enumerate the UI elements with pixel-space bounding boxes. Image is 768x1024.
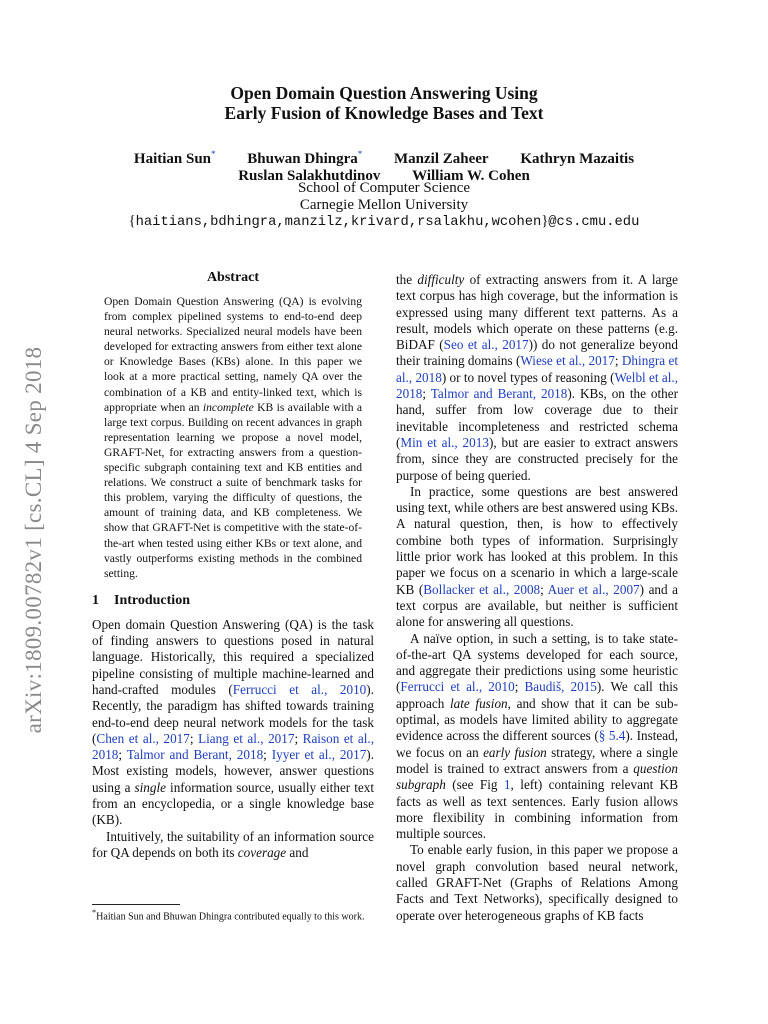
citation-link[interactable]: Welbl et al., 2018 [396, 369, 678, 402]
affiliation-school: School of Computer Science [297, 180, 471, 196]
title-line-2: Early Fusion of Knowledge Bases and Text [224, 103, 544, 123]
intro-paragraph-2: Intuitively, the suitability of an information source for QA depends on both its coverage and [92, 828, 374, 860]
equal-contrib-mark: * [211, 149, 216, 159]
paper-title [100, 83, 668, 123]
citation-link[interactable]: Dhingra et al., 2018 [396, 353, 678, 385]
right-column [396, 272, 678, 924]
email-domain: @cs.cmu.edu [548, 215, 640, 230]
citation-link[interactable]: Bollacker et al., 2008 [423, 581, 541, 597]
brace-close: } [541, 213, 549, 229]
abstract-text: Open Domain Question Answering (QA) is evolving from complex pipelined systems to end-to-end deep neural networks. Specialized neural models have been developed for extracting answers from either text alone or Knowledge Bases (KBs) alone. In this paper we look at a more practical setting, namely QA over the combination of a KB and entity-linked text, which is appropriate when an incomplete KB is available with a large text corpus. Building on recent advances in graph representation learning we propose a novel model, GRAFT-Net, for extracting answers from a question-specific subgraph containing text and KB entities and relations. We construct a suite of benchmark tasks for this problem, varying the difficulty of questions, the amount of training data, and KB completeness. We show that GRAFT-Net is competitive with the state-of-the-art when tested using either KBs or text alone, and vastly outperforms existing methods in the combined setting. [104, 295, 362, 580]
abstract-heading: Abstract [206, 270, 260, 285]
citation-link[interactable]: Wiese et al., 2017 [520, 353, 615, 369]
section-reference-link[interactable]: § 5.4 [598, 728, 626, 744]
citation-link[interactable]: Min et al., 2013 [400, 434, 489, 450]
figure-reference-link[interactable]: 1 [503, 777, 511, 793]
author-name: William W. Cohen [412, 168, 530, 184]
author-emails [60, 213, 708, 230]
citation-link[interactable]: Talmor and Berant, 2018 [126, 747, 264, 763]
body-paragraph-4: To enable early fusion, in this paper we propose a novel graph convolution based neural network, called GRAFT-Net (Graphs of Relations Among Facts and Text Networks), specifically designed to operate over heterogeneous graphs of KB facts [396, 842, 678, 923]
brace-open: { [128, 213, 136, 229]
citation-link[interactable]: Chen et al., 2017 [96, 730, 190, 746]
author-name: Haitian Sun* [133, 149, 216, 167]
author-name: Ruslan Salakhutdinov [238, 168, 381, 184]
citation-link[interactable]: Ferrucci et al., 2010 [232, 681, 367, 697]
author-name: Bhuwan Dhingra* [247, 149, 363, 167]
footnote: *Haitian Sun and Bhuwan Dhingra contributed equally to this work. [92, 908, 365, 923]
email-ids: haitians,bdhingra,manzilz,krivard,rsalakhu,wcohen [135, 215, 542, 230]
title-line-1: Open Domain Question Answering Using [230, 83, 538, 103]
citation-link[interactable]: Talmor and Berant, 2018 [430, 386, 568, 402]
citation-link[interactable]: Seo et al., 2017 [443, 337, 529, 353]
affiliation-university: Carnegie Mellon University [299, 197, 469, 213]
body-paragraph-3: A naïve option, in such a setting, is to take state-of-the-art QA systems developed for each source, and aggregate their predictions using some heuristic (Ferrucci et al., 2010; Baudiš, 2015). We call this approach late fusion, and show that it can be sub-optimal, as models have limited ability to aggregate evidence across the different sources (§ 5.4). Instead, we focus on an early fusion strategy, where a single model is trained to extract answers from a question subgraph (see Fig 1, left) containing relevant KB facts as well as text sentences. Early fusion allows more flexibility in combining information from multiple sources. [396, 630, 679, 842]
footnote-rule [92, 904, 180, 905]
body-paragraph-2: In practice, some questions are best answered using text, while others are best answered using KBs. A natural question, then, is how to effectively combine both types of information. Surprisingly little prior work has looked at this problem. In this paper we focus on a scenario in which a large-scale KB (Bollacker et al., 2008; Auer et al., 2007) and a text corpus are available, but neither is sufficient alone for answering all questions. [396, 483, 679, 630]
author-row-1 [80, 146, 688, 168]
citation-link[interactable]: Iyyer et al., 2017 [271, 747, 367, 763]
arxiv-identifier: arXiv:1809.00782v1 [cs.CL] 4 Sep 2018 [21, 346, 46, 734]
citation-link[interactable]: Auer et al., 2007 [547, 581, 640, 597]
citation-link[interactable]: Raison et al., 2018 [92, 730, 374, 763]
affiliation [80, 180, 688, 214]
citation-link[interactable]: Liang et al., 2017 [198, 730, 295, 746]
arxiv-sidebar [14, 320, 54, 760]
author-name: Kathryn Mazaitis [520, 151, 635, 167]
citation-link[interactable]: Baudiš, 2015 [524, 679, 597, 695]
body-paragraph-1: the difficulty of extracting answers from it. A large text corpus has high coverage, but the information is expressed using many different text patterns. As a result, models which operate on these patterns (e.g. BiDAF (Seo et al., 2017)) do not generalize beyond their training domains (Wiese et al., 2017; Dhingra et al., 2018) or to novel types of reasoning (Welbl et al., 2018; Talmor and Berant, 2018). KBs, on the other hand, suffer from low coverage due to their inevitable incompleteness and restricted schema (Min et al., 2013), but are easier to extract answers from, since they are constructed precisely for the purpose of being queried. [396, 272, 678, 483]
intro-paragraph-1: Open domain Question Answering (QA) is the task of finding answers to questions posed in natural language. Historically, this required a specialized pipeline consisting of multiple machine-learned and hand-crafted modules (Ferrucci et al., 2010). Recently, the paradigm has shifted towards training end-to-end deep neural network models for the task (Chen et al., 2017; Liang et al., 2017; Raison et al., 2018; Talmor and Berant, 2018; Iyyer et al., 2017). Most existing models, however, answer questions using a single information source, usually either text from an encyclopedia, or a single knowledge base (KB). [92, 616, 374, 828]
left-column [92, 270, 374, 861]
author-name: Manzil Zaheer [394, 151, 489, 167]
section-heading-introduction: 1 Introduction [92, 592, 190, 608]
citation-link[interactable]: Ferrucci et al., 2010 [400, 679, 515, 695]
equal-contrib-mark: * [357, 149, 363, 159]
